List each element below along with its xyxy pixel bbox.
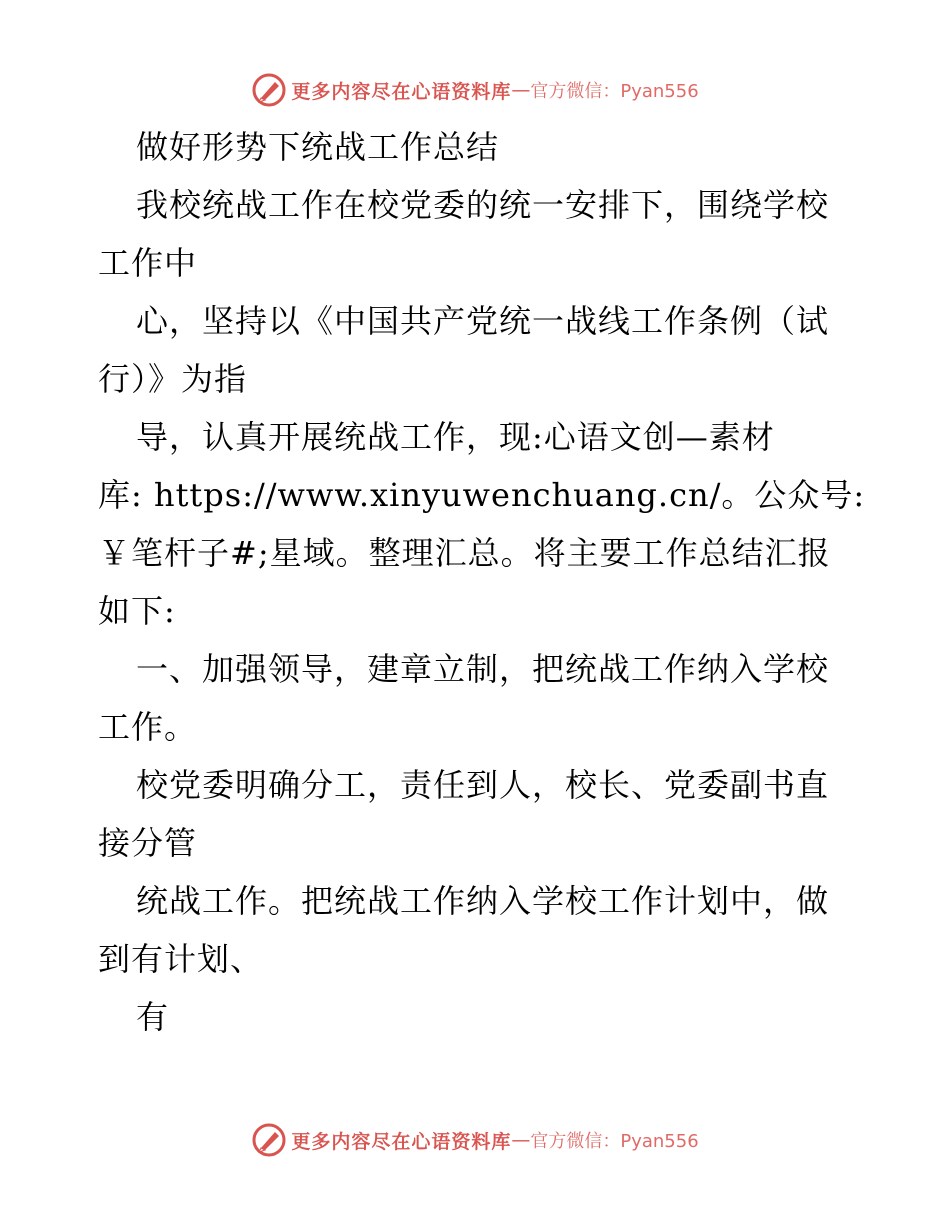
text-line: 有 bbox=[136, 998, 170, 1036]
text-line: 到有计划、 bbox=[98, 940, 264, 978]
pen-logo-icon bbox=[251, 72, 287, 108]
text-line: 工作中 bbox=[98, 244, 198, 282]
banner-contact: 官方微信：Pyan556 bbox=[530, 1131, 699, 1152]
text-line: 如下: bbox=[98, 592, 176, 630]
document-title: 做好形势下统战工作总结 bbox=[136, 128, 500, 166]
text-line: 行）》为指 bbox=[98, 360, 248, 398]
banner-dash: — bbox=[511, 79, 531, 101]
text-line: 库: https://www.xinyuwenchuang.cn/。公众号: bbox=[98, 476, 866, 514]
pen-logo-icon bbox=[251, 1122, 287, 1158]
text-line: 接分管 bbox=[98, 824, 198, 862]
text-line: 我校统战工作在校党委的统一安排下，围绕学校 bbox=[136, 186, 830, 224]
banner-text: 更多内容尽在心语资料库 bbox=[291, 80, 512, 103]
text-line: 校党委明确分工，责任到人，校长、党委副书直 bbox=[136, 766, 830, 804]
text-line: ￥笔杆子#;星域。整理汇总。将主要工作总结汇报 bbox=[98, 534, 831, 572]
text-line: 导，认真开展统战工作，现:心语文创—素材 bbox=[136, 418, 775, 456]
text-line: 统战工作。把统战工作纳入学校工作计划中，做 bbox=[136, 882, 830, 920]
footer-banner bbox=[0, 1120, 950, 1160]
banner-dash: — bbox=[511, 1129, 531, 1151]
banner-text: 更多内容尽在心语资料库 bbox=[291, 1130, 512, 1153]
text-line: 心，坚持以《中国共产党统一战线工作条例（试 bbox=[136, 302, 830, 340]
text-line: 工作。 bbox=[98, 708, 198, 746]
document-body bbox=[98, 118, 866, 1046]
header-banner bbox=[0, 70, 950, 110]
section-heading: 一、加强领导，建章立制，把统战工作纳入学校 bbox=[136, 650, 830, 688]
banner-contact: 官方微信：Pyan556 bbox=[530, 81, 699, 102]
